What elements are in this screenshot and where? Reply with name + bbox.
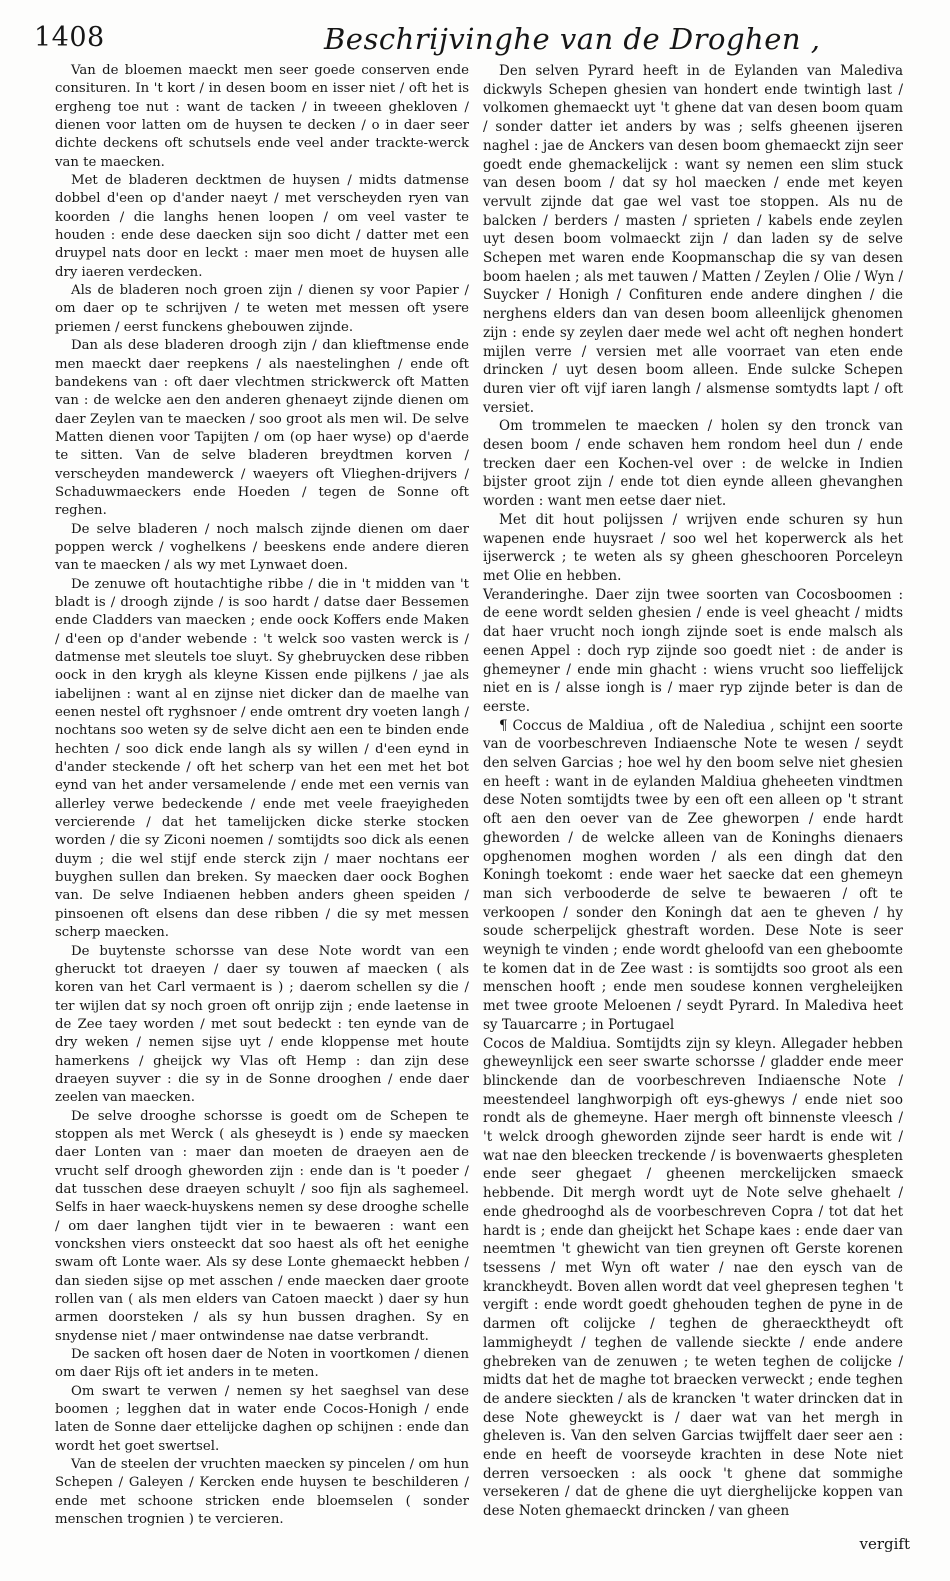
catchword: vergift — [859, 1535, 910, 1553]
paragraph: Van de bloemen maeckt men seer goede conserven ende consituren. In 't kort / in desen boom en isser niet / oft het is ergheng toe nut : want de tacken / in tweeen ghekloven / dienen voor latten om de huysen te decken / o in daer seer dichte deckens oft schutsels ende veel ander trackte-werck van te maecken. — [55, 63, 469, 170]
left-column — [55, 62, 469, 1530]
paragraph: Cocos de Maldiua. Somtijdts zijn sy kleyn. Allegader hebben gheweynlijck een seer swarte schorsse / gladder ende meer blinckende dan de voorbeschreven Indiaensche Note / meestendeel langhworpigh oft eys-ghewys / ende niet soo rondt als de ghemeyne. Haer mergh oft binnenste vleesch / 't welck droogh gheworden zijnde seer hardt is ende wit / wat nae den bleecken treckende / is bovenwaerts ghespleten ende seer ghegaet / gheenen merckelijcken smaeck hebbende. Dit mergh wordt uyt de Note selve ghehaelt / ende ghedrooghd als de voorbeschreven Copra / tot dat het hardt is ; ende dan gheijckt het Schape kaes : ende daer van neemtmen 't ghewicht van tien greynen oft Gerste korenen tsessens / met Wyn oft water / nae den eysch van de kranckheydt. Boven allen wordt dat veel ghepresen teghen 't vergift : ende wordt goedt ghehouden teghen de pyne in de darmen oft colijcke / teghen de gheraecktheydt oft lammigheydt / teghen de vallende sieckte / ende andere ghebreken van de zenuwen ; te weten teghen de colijcke / midts dat het de maghe tot braecken verweckt ; ende teghen de andere sieckten / als de krancken 't water drincken dat in dese Note gheweyckt is / daer wat van het mergh in gheleven is. Van den selven Garcias twijffelt daer seer aen : ende en heeft de voorseydе krachten in dese Note niet derren versoecken : als oock 't ghene dat sommighe versekeren / dat de ghene die uyt dierghelijcke koppen van dese Noten ghemaeckt drincken / van gheen — [483, 1035, 903, 1520]
paragraph: Om swart te verwen / nemen sy het saeghsel van dese boomen ; legghen dat in water ende Cocos-Honigh / ende laten de Sonne daer ettelijcke daghen op schijnen : ende dan wordt het goet swertsel. — [55, 1383, 469, 1454]
paragraph: Den selven Pyrard heeft in de Eylanden van Malediva dickwyls Schepen ghesien van hondert ende twintigh last / volkomen ghemaeckt uyt 't ghene dat van desen boom quam / sonder datter iet anders by was ; selfs gheenen ijseren naghel : jae de Anckers van desen boom ghemaeckt zijn seer goedt ende ghemackelijck : want sy nemen een slim stuck van desen boom / dat sy hol maecken / ende met keyen vervult zijnde dat gae wel vast toe stoppen. Als nu de balcken / berders / masten / sprieten / kabels ende zeylen uyt desen boom volmaeckt zijn / dan laden sy de selve Schepen met waren ende Koopmanschap die sy van desen boom haelen ; als met tauwen / Matten / Zeylen / Olie / Wyn / Suycker / Honigh / Confituren ende andere dinghen / die nerghens elders dan van desen boom alleenlijck ghenomen zijn : ende sy zeylen daer mede wel acht oft neghen hondert mijlen verre / versien met alle voorraet van eten ende drincken / uyt desen boom alleen. Ende sulcke Schepen duren vier oft vijf iaren langh / alsmense somtydts lapt / oft versiet. — [483, 63, 903, 416]
paragraph: ¶ Coccus de Maldiua , oft de Nalediua , schijnt een soorte van de voorbeschreven Indiaensche Note te wesen / seydt den selven Garcias ; hoe wel hy den boom selve niet ghesien en heeft : want in de eylanden Maldiua gheheeten vindtmen dese Noten somtijdts twee by een oft een alleen op 't strant oft aen den oever van de Zee gheworpen / ende hardt gheworden / de welcke alleen van de Koninghs dienaers opghenomen moghen worden / als een dingh dat den Koningh toekomt : ende waer het saecke dat een ghemeyn man sich verbooderde de selve te bewaeren / oft te verkoopen / sonder den Koningh dat aen te gheven / hy soude scherpelijck ghestraft worden. Dese Note is seer weynigh te vinden ; ende wordt gheloofd van een gheboomte te komen dat in de Zee wast : is somtijdts soo groot als een menschen hooft ; ende men soudese konnen vergheleijken met twee groote Meloenen / seydt Pyrard. In Malediva heet sy Tauarcarre ; in Portugael — [483, 717, 903, 1033]
paragraph: Dan als dese bladeren droogh zijn / dan klieftmense ende men maeckt daer reepkens / als naestelinghen / ende oft bandekens van : oft daer vlechtmen strickwerck oft Matten van : de welcke aen den anderen ghenaeyt zijnde dienen om daer Zeylen van te maecken / soo groot als men wil. De selve Matten dienen voor Tapijten / om (op haer wyse) op d'aerde te sitten. Van de selve bladeren breydtmen korven / verscheyden mandewerck / waeyers oft Vlieghen-drijvers / Schaduwmaeckers ende Hoeden / tegen de Sonne oft reghen. — [55, 338, 469, 519]
paragraph: De sacken oft hosen daer de Noten in voortkomen / dienen om daer Rijs oft iet anders in te meten. — [55, 1347, 469, 1381]
running-title: Beschrijvinghe van de Droghen , — [324, 22, 821, 56]
paragraph: Van de steelen der vruchten maecken sy pincelen / om hun Schepen / Galeyen / Kercken ende huysen te beschilderen / ende met schoone stricken ende bloemselen ( sonder menschen trognien ) te vercieren. — [55, 1457, 469, 1528]
paragraph: De selve bladeren / noch malsch zijnde dienen om daer poppen werck / voghelkens / beeskens ende andere dieren van te maecken / als wy met Lynwaet doen. — [55, 521, 469, 574]
right-column — [483, 62, 903, 1521]
paragraph: De zenuwe oft houtachtighe ribbe / die in 't midden van 't bladt is / droogh zijnde / is soo hardt / datse daer Bessemen ende Cladders van maecken ; ende oock Koffers ende Maken / d'een op d'ander webende : 't welck soo vasten werck is / datmense met sleutels toe sluyt. Sy ghebruycken dese ribben oock in den krygh als kleyne Kissen ende pijlkens / jae als iabelijnen : want al en zijnse niet dicker dan de maelhe van eenen nestel oft ryghsnoer / ende omtrent dry voeten langh / nochtans soo weten sy de selve dicht aen een te binden ende hechten / soo dick ende langh als sy willen / d'een eynd in d'ander steckende / oft het scherp van het een met het bot eynd van het ander versamelende / ende met een vernis van allerley verwe bedeckende / ende met veele fraeyigheden vercierende / dat het tamelijcken dicke sterke stocken worden / die sy Ziconi noemen / somtijdts soo dick als eenen duym ; die wel stijf ende sterck zijn / maer nochtans eer buyghen sullen dan breken. Sy maecken daer oock Boghen van. De selve Indiaenen hebben anders gheen speiden / pinsoenen oft elsens dan dese ribben / die sy met messen scherp maecken. — [55, 576, 469, 941]
paragraph: Met de bladeren decktmen de huysen / midts datmense dobbel d'een op d'ander naeyt / met verscheyden ryen van koorden / die langhs henen loopen / om veel vaster te houden : ende dese daecken sijn soo dicht / datter met een druypel nats door en leckt : maer men moet de huysen alle dry iaeren verdecken. — [55, 173, 469, 280]
page-number: 1408 — [34, 22, 105, 53]
paragraph: Met dit hout polijssen / wrijven ende schuren sy hun wapenen ende huysraet / soo wel het koperwerck als het ijserwerck ; te weten als sy gheen gheschooren Porceleyn met Olie en hebben. — [483, 511, 903, 584]
page-header — [34, 22, 914, 62]
paragraph: De selve drooghe schorsse is goedt om de Schepen te stoppen als met Werck ( als gheseydt is ) ende sy maecken daer Lonten van : maer dan moeten de draeyen aen de vrucht self droogh gheworden zijn : ende dan is 't poeder / dat tusschen dese draeyen schuylt / soo fijn als saghemeel. Selfs in haer waeck-huyskens nemen sy dese drooghe schelle / om daer langhen tijdt vier in te bewaeren : want een vonckshen viers onsteeckt dat soo haest als oft het eenighe swam oft Lonte waer. Als sy dese Lonte ghemaeckt hebben / dan sieden sijse op met asschen / ende maecken daer groote rollen van ( als men elders van Catoen maeckt ) daer sy hun armen doorsteken / als sy hun bussen draghen. Sy en snydense niet / maer ontwindense nae datse verbrandt. — [55, 1108, 469, 1344]
paragraph: Om trommelen te maecken / holen sy den tronck van desen boom / ende schaven hem rondom heel dun / ende trecken daer een Kochen-vel over : de welcke in Indien bijster groot zijn / ende tot dien eynde alleen ghevanghen worden : want men eetse daer niet. — [483, 418, 903, 510]
paragraph: Als de bladeren noch groen zijn / dienen sy voor Papier / om daer op te schrijven / te weten met messen oft ysere priemen / eerst funckens ghebouwen zijnde. — [55, 283, 469, 335]
paragraph: De buytenste schorsse van dese Note wordt van een gheruckt tot draeyen / daer sy touwen af maecken ( als koren van het Carl vermaent is ) ; daerom schellen sy die / ter wijlen dat sy noch groen oft onrijp zijn ; ende laetense in de Zee taey worden / met sout bedeckt : ten eynde van de dry weken / nemen sijse uyt / ende kloppense met houte hamerkens / gheijck wy Vlas oft Hemp : dan zijn dese draeyen suyver : die sy in de Sonne drooghen / ende daer zeelen van maecken. — [55, 943, 469, 1106]
paragraph: Veranderinghe. Daer zijn twee soorten van Cocosboomen : de eene wordt selden ghesien / ende is veel gheacht / midts dat haer vrucht noch iongh zijnde soet is ende malsch als eenen Appel : doch ryp zijnde soo goedt niet : de ander is ghemeyner / ende min ghacht : wiens vrucht soo lieffelijck niet en is / alsse iongh is / maer ryp zijnde beter is dan de eerste. — [483, 586, 903, 715]
